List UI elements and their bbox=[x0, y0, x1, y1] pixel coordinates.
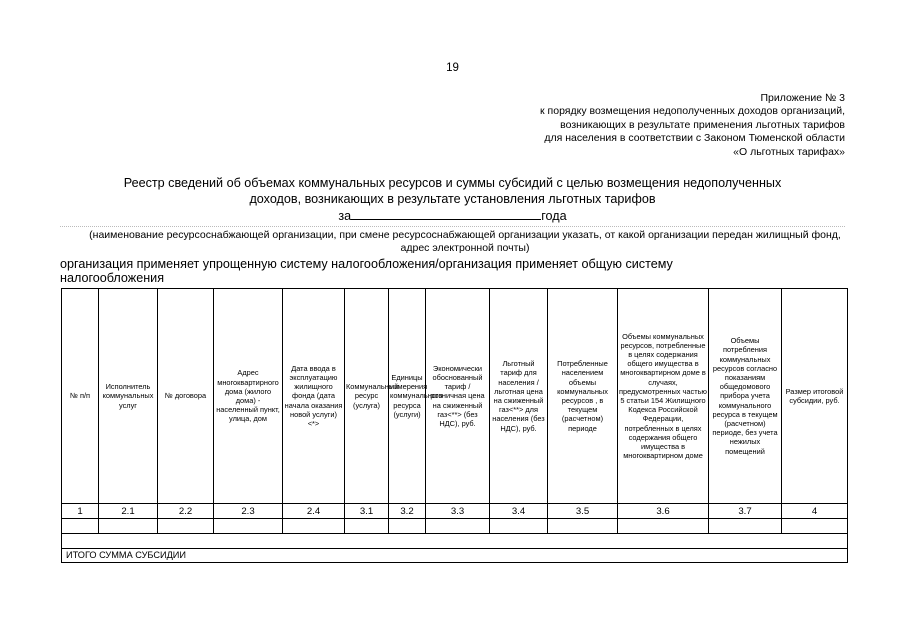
header-cell: № договора bbox=[158, 289, 214, 504]
header-cell: № п/п bbox=[62, 289, 99, 504]
column-number: 2.3 bbox=[214, 504, 283, 519]
period-line bbox=[60, 208, 845, 223]
org-name-caption: (наименование ресурсоснабжающей организации, при смене ресурсоснабжающей организации указать, от какой организации передан жилищный фонд, адрес электронной почты) bbox=[89, 229, 841, 255]
table-cell[interactable] bbox=[782, 519, 848, 534]
appendix-line: «О льготных тарифах» bbox=[733, 145, 845, 158]
header-cell: Коммунальный ресурс (услуга) bbox=[345, 289, 389, 504]
column-number: 3.1 bbox=[345, 504, 389, 519]
period-prefix: за bbox=[338, 209, 352, 223]
column-number: 3.2 bbox=[389, 504, 426, 519]
appendix-line: Приложение № 3 bbox=[760, 92, 845, 104]
table-row bbox=[62, 519, 848, 534]
total-row bbox=[62, 549, 848, 563]
table-cell[interactable] bbox=[618, 519, 709, 534]
header-cell: Единицы измерения коммунального ресурса (услуги) bbox=[389, 289, 426, 504]
header-cell: Дата ввода в эксплуатацию жилищного фонда (дата начала оказания новой услуги) <*> bbox=[283, 289, 345, 504]
column-number: 3.7 bbox=[709, 504, 782, 519]
title-line-1: Реестр сведений об объемах коммунальных ресурсов и суммы субсидий с целью возмещения недополученных bbox=[123, 176, 782, 190]
column-number: 3.5 bbox=[548, 504, 618, 519]
header-cell: Потребленные населением объемы коммунальных ресурсов , в текущем (расчетном) периоде bbox=[548, 289, 618, 504]
appendix-line: для населения в соответствии с Законом Тюменской области bbox=[544, 132, 845, 145]
period-suffix: года bbox=[541, 209, 567, 223]
column-number: 3.6 bbox=[618, 504, 709, 519]
column-number: 1 bbox=[62, 504, 99, 519]
header-cell: Адрес многоквартирного дома (жилого дома) - населенный пункт, улица, дом bbox=[214, 289, 283, 504]
table-cell[interactable] bbox=[345, 519, 389, 534]
column-number: 2.2 bbox=[158, 504, 214, 519]
title-line-2: доходов, возникающих в результате установления льготных тарифов bbox=[249, 191, 656, 206]
table-cell[interactable] bbox=[426, 519, 490, 534]
table-cell[interactable] bbox=[490, 519, 548, 534]
column-number-row bbox=[62, 504, 848, 519]
table-row bbox=[62, 534, 848, 549]
period-blank bbox=[351, 208, 541, 220]
header-cell: Объемы коммунальных ресурсов, потребленные в целях содержания общего имущества в многоквартирном доме в случаях, предусмотренных частью 5 статьи 154 Жилищного Кодекса Российской Федерации, потребленных в целях содержания общего имущества в многоквартирном доме bbox=[618, 289, 709, 504]
table-cell[interactable] bbox=[62, 519, 99, 534]
header-cell: Объемы потребления коммунальных ресурсов согласно показаниям общедомового прибора учета коммунального ресурса в текущем (расчетном) периоде, без учета нежилых помещений bbox=[709, 289, 782, 504]
table-cell[interactable] bbox=[158, 519, 214, 534]
column-number: 4 bbox=[782, 504, 848, 519]
table-cell[interactable] bbox=[214, 519, 283, 534]
registry-table bbox=[61, 288, 848, 563]
header-cell: Размер итоговой субсидии, руб. bbox=[782, 289, 848, 504]
header-cell: Экономически обоснованный тариф / розничная цена на сжиженный газ<**> (без НДС), руб. bbox=[426, 289, 490, 504]
appendix-line: возникающих в результате применения льготных тарифов bbox=[560, 118, 845, 131]
table-cell[interactable] bbox=[99, 519, 158, 534]
total-label: ИТОГО СУММА СУБСИДИИ bbox=[62, 549, 848, 563]
table-cell[interactable] bbox=[389, 519, 426, 534]
header-cell: Льготный тариф для населения / льготная цена на сжиженный газ<**> для населения (без НДС), руб. bbox=[490, 289, 548, 504]
column-number: 3.4 bbox=[490, 504, 548, 519]
org-name-underline bbox=[60, 226, 845, 227]
column-number: 2.4 bbox=[283, 504, 345, 519]
table-cell[interactable] bbox=[283, 519, 345, 534]
appendix-line: к порядку возмещения недополученных доходов организаций, bbox=[540, 105, 845, 118]
column-number: 2.1 bbox=[99, 504, 158, 519]
table-header-row bbox=[62, 289, 848, 504]
table-cell[interactable] bbox=[548, 519, 618, 534]
tax-system-statement: организация применяет упрощенную систему налогообложения/организация применяет общую систему налогообложения bbox=[60, 257, 673, 285]
header-cell: Исполнитель коммунальных услуг bbox=[99, 289, 158, 504]
document-title bbox=[60, 176, 845, 207]
appendix-note bbox=[540, 92, 845, 159]
column-number: 3.3 bbox=[426, 504, 490, 519]
page-number: 19 bbox=[446, 62, 459, 74]
table-spacer-cell bbox=[62, 534, 848, 549]
table-cell[interactable] bbox=[709, 519, 782, 534]
